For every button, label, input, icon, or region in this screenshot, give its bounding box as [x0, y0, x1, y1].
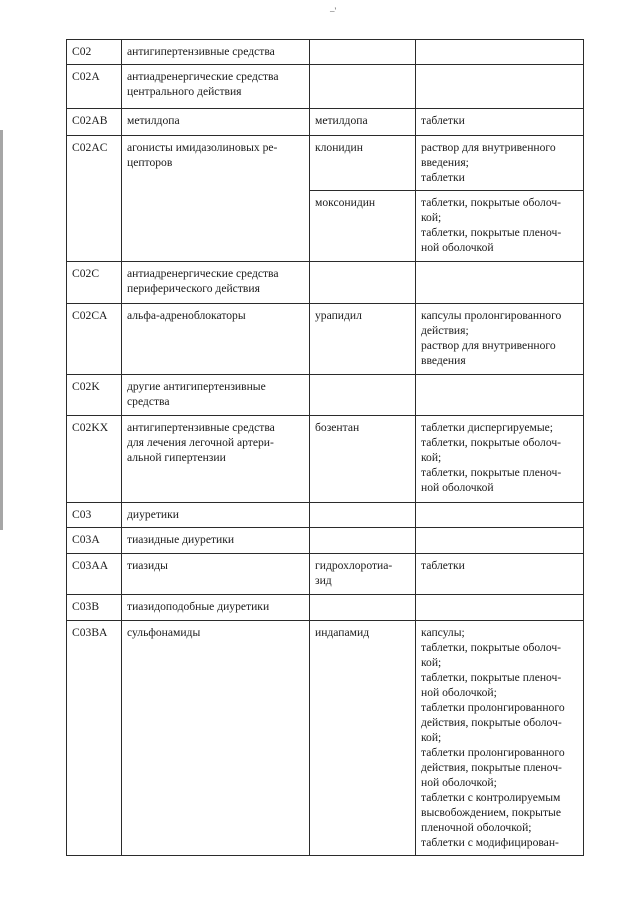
dosage-form-cell: таблетки диспергируемые; таблетки, покрытые оболоч- кой; таблетки, покрытые пленоч- ной оболочкой	[416, 416, 584, 503]
group-name-cell: тиазидоподобные диуретики	[122, 595, 310, 621]
table-row	[67, 65, 584, 109]
atc-code-cell: C02A	[67, 65, 122, 109]
page-mark: –'	[330, 6, 337, 16]
atc-code-cell: C03B	[67, 595, 122, 621]
table-row	[67, 262, 584, 304]
group-name-cell: антигипертензивные средства	[122, 40, 310, 65]
table-row	[67, 554, 584, 595]
drug-name-cell	[310, 595, 416, 621]
drug-name-cell	[310, 65, 416, 109]
atc-code-cell: C02AB	[67, 109, 122, 136]
group-name-cell: антигипертензивные средства для лечения легочной артери- альной гипертензии	[122, 416, 310, 503]
group-name-cell: другие антигипертензивные средства	[122, 375, 310, 416]
group-name-cell: диуретики	[122, 503, 310, 528]
drug-classification-table	[66, 39, 584, 856]
dosage-form-cell: капсулы; таблетки, покрытые оболоч- кой; таблетки, покрытые пленоч- ной оболочкой; таблетки пролонгированного действия, покрытые оболоч- кой; таблетки пролонгированного действия, покрытые пленоч- ной оболочкой; таблетки с контролируемым высвобождением, покрытые пленочной оболочкой; таблетки с модифицирован-	[416, 621, 584, 856]
group-name-cell: альфа-адреноблокаторы	[122, 304, 310, 375]
drug-name-cell: бозентан	[310, 416, 416, 503]
table-row	[67, 528, 584, 554]
dosage-form-cell	[416, 65, 584, 109]
table-row	[67, 109, 584, 136]
dosage-form-cell: таблетки, покрытые оболоч- кой; таблетки, покрытые пленоч- ной оболочкой	[416, 191, 584, 262]
scan-edge-artifact	[0, 130, 3, 530]
atc-code-cell: C02CA	[67, 304, 122, 375]
drug-name-cell	[310, 503, 416, 528]
drug-name-cell: клонидин	[310, 136, 416, 191]
dosage-form-cell	[416, 595, 584, 621]
dosage-form-cell	[416, 262, 584, 304]
atc-code-cell: C03	[67, 503, 122, 528]
table-row	[67, 136, 584, 191]
dosage-form-cell	[416, 503, 584, 528]
group-name-cell: антиадренергические средства центрального действия	[122, 65, 310, 109]
dosage-form-cell	[416, 375, 584, 416]
table-row	[67, 503, 584, 528]
group-name-cell: тиазиды	[122, 554, 310, 595]
table-row	[67, 304, 584, 375]
dosage-form-cell: таблетки	[416, 554, 584, 595]
atc-code-cell: C03AA	[67, 554, 122, 595]
drug-name-cell	[310, 528, 416, 554]
table-row	[67, 595, 584, 621]
atc-code-cell: C02C	[67, 262, 122, 304]
drug-name-cell	[310, 375, 416, 416]
table-row	[67, 621, 584, 856]
atc-code-cell: C03BA	[67, 621, 122, 856]
atc-code-cell: C02K	[67, 375, 122, 416]
drug-name-cell: моксонидин	[310, 191, 416, 262]
group-name-cell: антиадренергические средства периферического действия	[122, 262, 310, 304]
atc-code-cell: C02AC	[67, 136, 122, 262]
drug-name-cell: метилдопа	[310, 109, 416, 136]
atc-code-cell: C03A	[67, 528, 122, 554]
group-name-cell: агонисты имидазолиновых ре- цепторов	[122, 136, 310, 262]
drug-name-cell: индапамид	[310, 621, 416, 856]
group-name-cell: сульфонамиды	[122, 621, 310, 856]
dosage-form-cell	[416, 40, 584, 65]
drug-name-cell: урапидил	[310, 304, 416, 375]
table-row	[67, 375, 584, 416]
dosage-form-cell: таблетки	[416, 109, 584, 136]
drug-name-cell	[310, 262, 416, 304]
dosage-form-cell: раствор для внутривенного введения; таблетки	[416, 136, 584, 191]
drug-name-cell: гидрохлоротиа- зид	[310, 554, 416, 595]
dosage-form-cell: капсулы пролонгированного действия; раствор для внутривенного введения	[416, 304, 584, 375]
group-name-cell: метилдопа	[122, 109, 310, 136]
drug-name-cell	[310, 40, 416, 65]
atc-code-cell: C02	[67, 40, 122, 65]
group-name-cell: тиазидные диуретики	[122, 528, 310, 554]
atc-code-cell: C02KX	[67, 416, 122, 503]
table-row	[67, 40, 584, 65]
dosage-form-cell	[416, 528, 584, 554]
table-row	[67, 416, 584, 503]
